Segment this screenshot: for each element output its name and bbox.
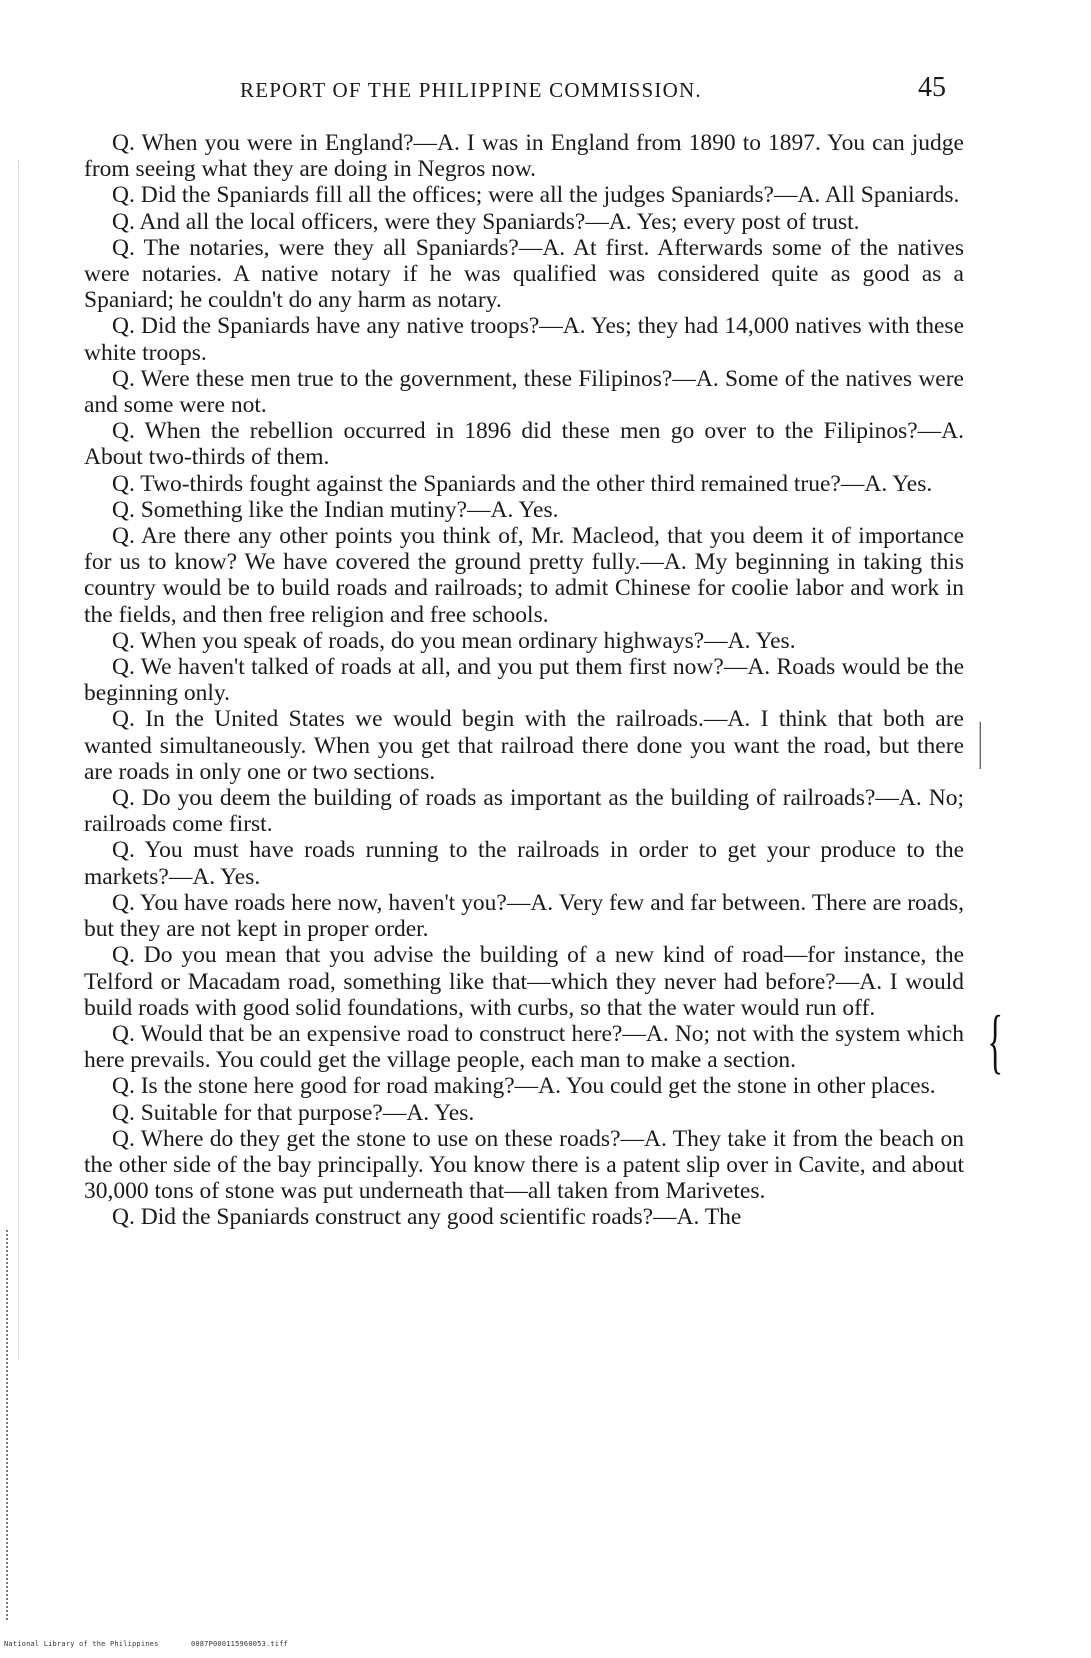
paragraph: Q. Something like the Indian mutiny?—A. Yes. [112,496,559,523]
paragraph: Q. The notaries, were they all Spaniards?—A. At first. Afterwards some of the natives were notaries. A native notary if he was qualified was considered quite as good as a Spaniard; he couldn't do any harm as notary. [84,234,964,314]
paragraph: Q. Where do they get the stone to use on these roads?—A. They take it from the beach on the other side of the bay principally. You know there is a patent slip over in Cavite, and about 30,000 tons of stone was put underneath that—all taken from Marivetes. [84,1125,964,1205]
paragraph: Q. When the rebellion occurred in 1896 did these men go over to the Filipinos?—A. About two-thirds of them. [84,418,964,471]
running-title: REPORT OF THE PHILIPPINE COMMISSION. [240,78,702,102]
running-head [86,72,956,108]
scan-edge-mark [6,1230,10,1620]
paragraph: Q. Did the Spaniards have any native troops?—A. Yes; they had 14,000 natives with these white troops. [84,313,964,366]
paragraph: Q. Did the Spaniards fill all the offices; were all the judges Spaniards?—A. All Spaniards. [112,182,960,209]
scan-file-name: 0087P000115960053.tiff [190,1640,289,1648]
paragraph: Q. Do you mean that you advise the building of a new kind of road—for instance, the Telford or Macadam road, something like that—which they never had before?—A. I would build roads with good solid foundations, with curbs, so that the water would run off. [84,942,964,1021]
paragraph: Q. Do you deem the building of roads as important as the building of railroads?—A. No; railroads come first. [84,785,964,838]
paragraph: Q. Would that be an expensive road to construct here?—A. No; not with the system which here prevails. You could get the village people, each man to make a section. [84,1020,964,1074]
paragraph: Q. Are there any other points you think of, Mr. Macleod, that you deem it of importance for us to know? We have covered the ground pretty fully.—A. My beginning in taking this country would be to build roads and railroads; to admit Chinese for coolie labor and work in the fields, and then free religion and free schools. [84,523,964,628]
paragraph: Q. When you speak of roads, do you mean ordinary highways?—A. Yes. [112,627,796,654]
paragraph: Q. Suitable for that purpose?—A. Yes. [112,1099,475,1126]
paragraph: Q. You must have roads running to the railroads in order to get your produce to the markets?—A. Yes. [84,837,964,890]
paragraph: Q. In the United States we would begin with the railroads.—A. I think that both are wanted simultaneously. When you get that railroad there done you want the road, but there are roads in only one or two sections. [84,706,964,785]
paragraph: Q. When you were in England?—A. I was in England from 1890 to 1897. You can judge from seeing what they are doing in Negros now. [84,130,964,183]
body-text [84,130,964,1231]
paragraph: Q. And all the local officers, were they Spaniards?—A. Yes; every post of trust. [112,208,860,235]
scan-edge-line [18,160,20,1360]
scan-footer [4,1640,316,1648]
page-number: 45 [918,72,946,103]
paragraph: Q. Did the Spaniards construct any good scientific roads?—A. The [112,1204,742,1231]
paragraph: Q. You have roads here now, haven't you?—A. Very few and far between. There are roads, but they are not kept in proper order. [84,889,964,943]
paragraph: Q. Two-thirds fought against the Spaniards and the other third remained true?—A. Yes. [112,470,933,497]
paragraph: Q. We haven't talked of roads at all, and you put them first now?—A. Roads would be the beginning only. [84,654,964,707]
paragraph: Q. Is the stone here good for road making?—A. You could get the stone in other places. [112,1073,936,1100]
margin-bar-mark: | [978,713,983,770]
paragraph: Q. Were these men true to the government, these Filipinos?—A. Some of the natives were and some were not. [84,365,964,419]
library-name: National Library of the Philippines [4,1640,159,1648]
margin-brace-mark: { [987,1001,1004,1081]
